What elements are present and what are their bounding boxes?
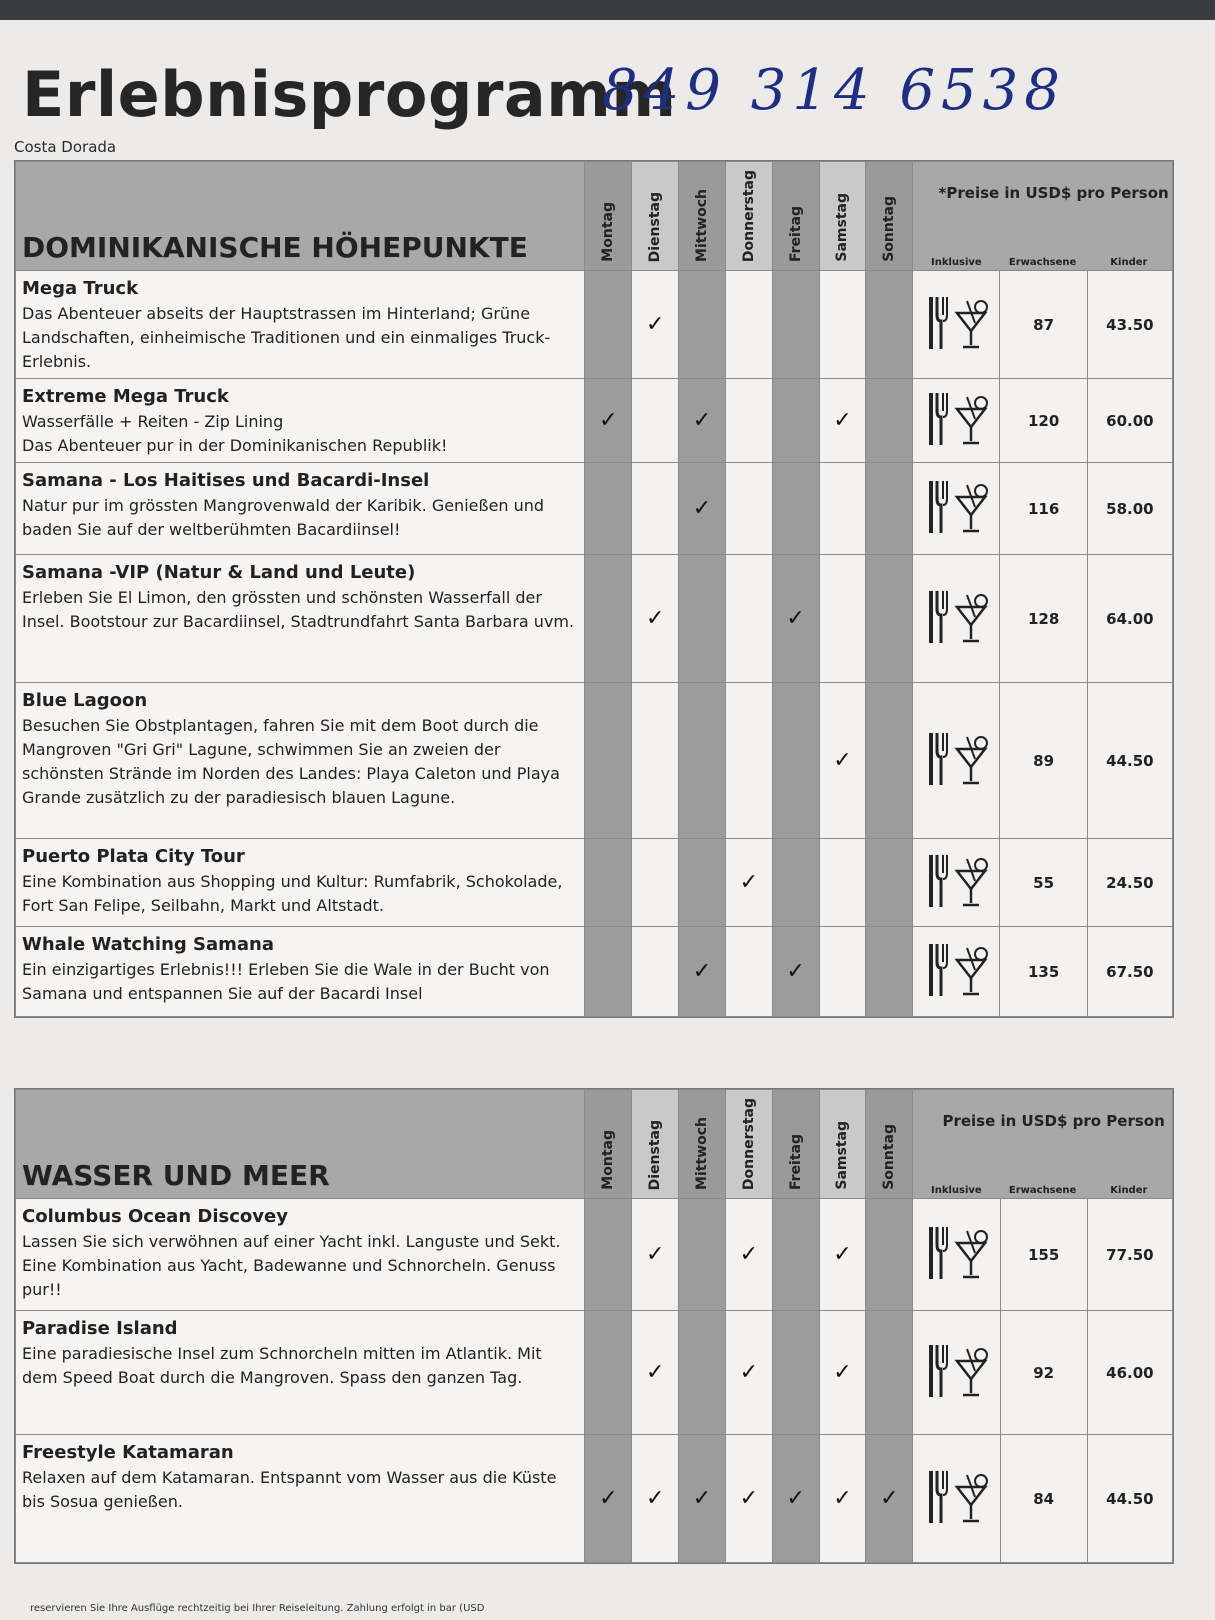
day-cell-sonntag [866, 683, 913, 839]
child-price: 67.50 [1087, 927, 1172, 1017]
check-mark: ✓ [880, 1486, 899, 1511]
adult-price: 155 [1000, 1199, 1087, 1311]
day-header-mittwoch: Mittwoch [679, 162, 726, 271]
activity-table [15, 161, 1173, 1017]
day-header-donnerstag: Donnerstag [725, 162, 772, 271]
day-cell-samstag [819, 1199, 866, 1311]
activity-description [16, 839, 585, 927]
day-cell-montag [585, 555, 632, 683]
inclusive-cell [913, 1435, 1000, 1563]
day-header-freitag: Freitag [772, 162, 819, 271]
check-mark: ✓ [833, 748, 852, 773]
table-row [16, 683, 1173, 839]
day-cell-dienstag [632, 1435, 679, 1563]
day-cell-sonntag [866, 1199, 913, 1311]
check-mark: ✓ [739, 1360, 759, 1385]
day-cell-freitag [772, 555, 819, 683]
adult-price: 135 [1000, 927, 1087, 1017]
day-cell-samstag [819, 927, 866, 1017]
child-price: 44.50 [1087, 683, 1172, 839]
day-cell-donnerstag [725, 379, 772, 463]
table-row [16, 1199, 1173, 1311]
day-cell-montag [585, 1199, 632, 1311]
price-column-kinder: Kinder [1110, 1185, 1148, 1196]
activity-table [15, 1089, 1173, 1563]
check-mark: ✓ [833, 1360, 852, 1385]
day-cell-dienstag [632, 927, 679, 1017]
day-cell-freitag [772, 271, 819, 379]
adult-price: 84 [1000, 1435, 1087, 1563]
day-cell-donnerstag [725, 683, 772, 839]
day-cell-donnerstag [725, 927, 772, 1017]
check-mark: ✓ [692, 1486, 712, 1511]
adult-price: 92 [1000, 1311, 1087, 1435]
day-cell-samstag [819, 683, 866, 839]
day-cell-dienstag [632, 379, 679, 463]
check-mark: ✓ [599, 1486, 618, 1511]
inclusive-cell [913, 683, 1000, 839]
day-cell-sonntag [866, 463, 913, 555]
activity-description [16, 1311, 585, 1435]
day-cell-mittwoch [679, 271, 726, 379]
activity-text: Das Abenteuer abseits der Hauptstrassen im Hinterland; Grüne Landschaften, einheimische Traditionen und ein einmaliges Truck-Erlebnis. [22, 304, 551, 371]
day-cell-freitag [772, 839, 819, 927]
day-cell-dienstag [632, 839, 679, 927]
check-mark: ✓ [645, 1486, 665, 1511]
day-cell-sonntag [866, 555, 913, 683]
day-cell-donnerstag [725, 1311, 772, 1435]
cutlery-and-drink-icon [923, 1467, 989, 1527]
price-header-title: Preise in USD$ pro Person [942, 1112, 1165, 1130]
child-price: 24.50 [1087, 839, 1172, 927]
day-cell-freitag [772, 683, 819, 839]
day-cell-sonntag [866, 379, 913, 463]
inclusive-cell [913, 927, 1000, 1017]
day-cell-sonntag [866, 271, 913, 379]
price-header [913, 1090, 1173, 1199]
price-column-erwachsene: Erwachsene [1008, 257, 1077, 268]
table-row [16, 379, 1173, 463]
check-mark: ✓ [645, 1360, 665, 1385]
activity-text: Eine Kombination aus Shopping und Kultur: Rumfabrik, Schokolade, Fort San Felipe, Seilbahn, Markt und Altstadt. [22, 872, 563, 915]
adult-price: 55 [1000, 839, 1087, 927]
activity-name: Whale Watching Samana [22, 934, 275, 955]
adult-price: 120 [1000, 379, 1087, 463]
brochure-page [0, 20, 1215, 1620]
price-column-kinder: Kinder [1110, 257, 1148, 268]
activity-text: Eine paradiesische Insel zum Schnorcheln mitten im Atlantik. Mit dem Speed Boat durch die Mangroven. Spass den ganzen Tag. [22, 1344, 542, 1387]
day-cell-donnerstag [725, 1199, 772, 1311]
activity-description [16, 1199, 585, 1311]
inclusive-cell [913, 271, 1000, 379]
table-row [16, 1311, 1173, 1435]
activity-description [16, 927, 585, 1017]
activity-description [16, 683, 585, 839]
activity-description [16, 379, 585, 463]
day-cell-dienstag [632, 1311, 679, 1435]
activity-text: Besuchen Sie Obstplantagen, fahren Sie mit dem Boot durch die Mangroven "Gri Gri" Lagune, schwimmen Sie an zweien der schönsten Strände im Norden des Landes: Playa Caleton und Playa Grande zusätzlich zu der paradiesisch blauen Lagune. [22, 716, 560, 807]
day-cell-montag [585, 927, 632, 1017]
day-header-montag: Montag [585, 162, 632, 271]
section-title: WASSER UND MEER [16, 1090, 585, 1199]
check-mark: ✓ [833, 1242, 852, 1267]
check-mark: ✓ [739, 1486, 759, 1511]
activity-description [16, 271, 585, 379]
day-header-samstag: Samstag [819, 1090, 866, 1199]
table-row [16, 927, 1173, 1017]
inclusive-cell [913, 1311, 1000, 1435]
day-cell-samstag [819, 271, 866, 379]
activity-name: Extreme Mega Truck [22, 386, 229, 407]
day-cell-mittwoch [679, 683, 726, 839]
price-header-title: *Preise in USD$ pro Person [938, 184, 1169, 202]
table-row [16, 271, 1173, 379]
child-price: 58.00 [1087, 463, 1172, 555]
day-cell-samstag [819, 379, 866, 463]
check-mark: ✓ [786, 959, 805, 984]
adult-price: 116 [1000, 463, 1087, 555]
day-cell-dienstag [632, 683, 679, 839]
inclusive-cell [913, 1199, 1000, 1311]
activity-name: Paradise Island [22, 1318, 178, 1339]
day-header-dienstag: Dienstag [632, 162, 679, 271]
day-cell-mittwoch [679, 463, 726, 555]
day-cell-sonntag [866, 1311, 913, 1435]
cutlery-and-drink-icon [923, 477, 989, 537]
check-mark: ✓ [692, 408, 712, 433]
activity-description [16, 1435, 585, 1563]
activity-name: Puerto Plata City Tour [22, 846, 245, 867]
activity-description [16, 463, 585, 555]
day-cell-montag [585, 271, 632, 379]
day-cell-freitag [772, 1199, 819, 1311]
section-wasser-und-meer [14, 1088, 1174, 1564]
cutlery-and-drink-icon [923, 851, 989, 911]
table-row [16, 839, 1173, 927]
day-cell-donnerstag [725, 555, 772, 683]
adult-price: 89 [1000, 683, 1087, 839]
child-price: 44.50 [1087, 1435, 1172, 1563]
activity-text: Relaxen auf dem Katamaran. Entspannt vom Wasser aus die Küste bis Sosua genießen. [22, 1468, 557, 1511]
inclusive-cell [913, 839, 1000, 927]
day-cell-mittwoch [679, 379, 726, 463]
cutlery-and-drink-icon [923, 587, 989, 647]
activity-text: Wasserfälle + Reiten - Zip Lining Das Abenteuer pur in der Dominikanischen Republik! [22, 412, 448, 455]
check-mark: ✓ [599, 408, 618, 433]
day-cell-dienstag [632, 1199, 679, 1311]
inclusive-cell [913, 463, 1000, 555]
day-cell-montag [585, 839, 632, 927]
price-column-inklusive: Inklusive [931, 1185, 982, 1196]
activity-name: Mega Truck [22, 278, 139, 299]
handwritten-phone-number: 849 314 6538 [602, 58, 1066, 123]
adult-price: 128 [1000, 555, 1087, 683]
day-cell-montag [585, 379, 632, 463]
day-cell-montag [585, 683, 632, 839]
table-row [16, 463, 1173, 555]
day-cell-freitag [772, 379, 819, 463]
child-price: 77.50 [1087, 1199, 1172, 1311]
day-cell-samstag [819, 555, 866, 683]
activity-text: Lassen Sie sich verwöhnen auf einer Yacht inkl. Languste und Sekt. Eine Kombination aus Yacht, Badewanne und Schnorcheln. Genuss pur!! [22, 1232, 561, 1299]
inclusive-cell [913, 379, 1000, 463]
activity-text: Natur pur im grössten Mangrovenwald der Karibik. Genießen und baden Sie auf der weltberühmten Bacardiinsel! [22, 496, 545, 539]
cutlery-and-drink-icon [923, 1341, 989, 1401]
day-cell-mittwoch [679, 555, 726, 683]
day-cell-montag [585, 463, 632, 555]
day-cell-donnerstag [725, 271, 772, 379]
day-cell-donnerstag [725, 1435, 772, 1563]
check-mark: ✓ [692, 959, 712, 984]
day-header-dienstag: Dienstag [632, 1090, 679, 1199]
day-cell-montag [585, 1435, 632, 1563]
location-subtitle: Costa Dorada [14, 138, 117, 156]
check-mark: ✓ [786, 1486, 805, 1511]
cutlery-and-drink-icon [923, 940, 989, 1000]
inclusive-cell [913, 555, 1000, 683]
day-cell-freitag [772, 463, 819, 555]
day-cell-dienstag [632, 271, 679, 379]
section-dominikanische-hoehepunkte [14, 160, 1174, 1018]
day-header-freitag: Freitag [772, 1090, 819, 1199]
day-header-samstag: Samstag [819, 162, 866, 271]
check-mark: ✓ [833, 408, 852, 433]
day-cell-mittwoch [679, 1311, 726, 1435]
cutlery-and-drink-icon [923, 293, 989, 353]
day-cell-sonntag [866, 927, 913, 1017]
cutlery-and-drink-icon [923, 389, 989, 449]
child-price: 43.50 [1087, 271, 1172, 379]
day-header-mittwoch: Mittwoch [679, 1090, 726, 1199]
check-mark: ✓ [645, 606, 665, 631]
check-mark: ✓ [833, 1486, 852, 1511]
activity-text: Erleben Sie El Limon, den grössten und schönsten Wasserfall der Insel. Bootstour zur Bacardiinsel, Stadtrundfahrt Santa Barbara uvm. [22, 588, 575, 631]
adult-price: 87 [1000, 271, 1087, 379]
day-cell-montag [585, 1311, 632, 1435]
day-cell-freitag [772, 1311, 819, 1435]
check-mark: ✓ [692, 496, 712, 521]
day-cell-mittwoch [679, 927, 726, 1017]
section-title: DOMINIKANISCHE HÖHEPUNKTE [16, 162, 585, 271]
day-cell-donnerstag [725, 463, 772, 555]
day-cell-freitag [772, 1435, 819, 1563]
activity-name: Blue Lagoon [22, 690, 148, 711]
day-cell-mittwoch [679, 1435, 726, 1563]
day-header-sonntag: Sonntag [866, 162, 913, 271]
day-cell-donnerstag [725, 839, 772, 927]
check-mark: ✓ [786, 606, 805, 631]
check-mark: ✓ [739, 1242, 759, 1267]
day-header-montag: Montag [585, 1090, 632, 1199]
table-row [16, 1435, 1173, 1563]
page-title: Erlebnisprogramm [22, 58, 677, 131]
price-column-erwachsene: Erwachsene [1008, 1185, 1077, 1196]
check-mark: ✓ [645, 312, 665, 337]
day-cell-dienstag [632, 555, 679, 683]
day-cell-samstag [819, 1311, 866, 1435]
cutlery-and-drink-icon [923, 1223, 989, 1283]
day-cell-dienstag [632, 463, 679, 555]
activity-name: Samana -VIP (Natur & Land und Leute) [22, 562, 416, 583]
day-cell-samstag [819, 1435, 866, 1563]
day-cell-freitag [772, 927, 819, 1017]
day-header-donnerstag: Donnerstag [725, 1090, 772, 1199]
child-price: 64.00 [1087, 555, 1172, 683]
cutlery-and-drink-icon [923, 729, 989, 789]
day-cell-sonntag [866, 839, 913, 927]
day-header-sonntag: Sonntag [866, 1090, 913, 1199]
check-mark: ✓ [739, 870, 759, 895]
activity-description [16, 555, 585, 683]
day-cell-sonntag [866, 1435, 913, 1563]
activity-name: Columbus Ocean Discovey [22, 1206, 288, 1227]
activity-name: Samana - Los Haitises und Bacardi-Insel [22, 470, 430, 491]
table-row [16, 555, 1173, 683]
day-cell-mittwoch [679, 839, 726, 927]
footer-note: reservieren Sie Ihre Ausflüge rechtzeitig bei Ihrer Reiseleitung. Zahlung erfolgt in bar (USD [30, 1603, 485, 1614]
day-cell-samstag [819, 839, 866, 927]
check-mark: ✓ [645, 1242, 665, 1267]
child-price: 46.00 [1087, 1311, 1172, 1435]
activity-name: Freestyle Katamaran [22, 1442, 234, 1463]
activity-text: Ein einzigartiges Erlebnis!!! Erleben Sie die Wale in der Bucht von Samana und entspannen Sie auf der Bacardi Insel [22, 960, 550, 1003]
day-cell-samstag [819, 463, 866, 555]
day-cell-mittwoch [679, 1199, 726, 1311]
price-header [913, 162, 1173, 271]
price-column-inklusive: Inklusive [930, 257, 982, 268]
child-price: 60.00 [1087, 379, 1172, 463]
